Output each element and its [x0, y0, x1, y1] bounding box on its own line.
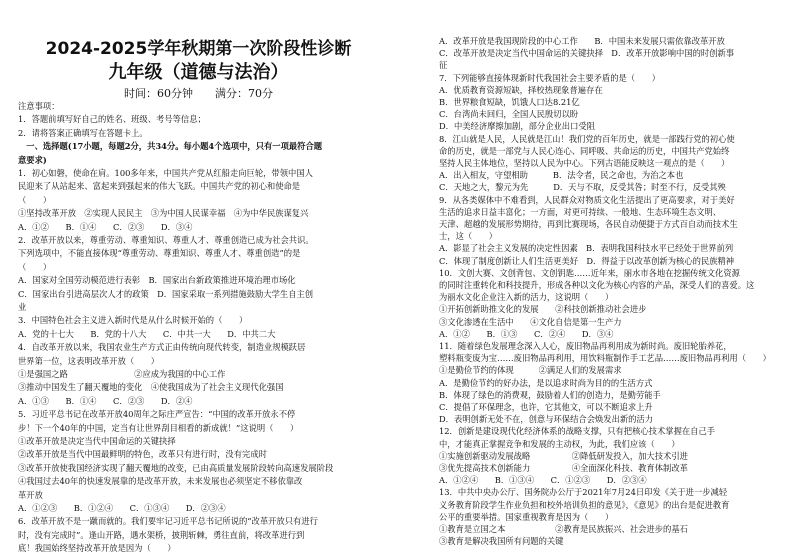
- text-line: 4．自改革开放以来，我国农业生产方式正由传统向现代转变，制造业规模跃居: [18, 342, 306, 353]
- text-line: ①是强国之路 ②应成为我国的中心工作: [18, 369, 226, 379]
- text-line: ①是勤俭节约的体现 ②满足人们的发展需求: [439, 365, 622, 376]
- text-line: 义务教育阶段学生作业负担和校外培训负担的意见》，《意见》的出台是促进教育: [439, 499, 730, 510]
- text-line: 的同时注重转化和科技提升，形成各种以文化为核心内容的产品，深受人们的喜爱。这: [439, 280, 755, 290]
- text-line: C．天地之大，黎元为先 D．天与不取，反受其咎；时至不行，反受其殃: [439, 182, 726, 193]
- text-line: A．①②④ B．①③④ C．①②③ D．②③④: [439, 475, 647, 486]
- text-line: A．①③ B．①④ C．②③ D．②④: [18, 395, 193, 406]
- text-line: 6．改革开放不是一蹴而就的。我们要牢记习近平总书记所说的“改革开放只有进行: [18, 516, 318, 527]
- text-line: 命的历史，就是一部党与人民心连心、同呼吸、共命运的历史，中国共产党始终: [439, 145, 730, 156]
- text-line: A．国家对全国劳动模范进行表彰 B．国家出台新政策推进环境治理市场化: [18, 275, 296, 286]
- text-line: B．世界粮食短缺，饥饿人口达8.21亿: [439, 97, 580, 107]
- text-line: A．①② B．①④ C．②③ D．③④: [18, 221, 193, 232]
- text-line: ③教育是解决我国所有问题的关键: [439, 536, 564, 547]
- exam-title: 2024-2025学年秋期第一次阶段性诊断: [45, 39, 352, 59]
- text-line: 10．文创大赛、文创背包、文创钥匙……近年来，丽水市各地在挖掘传统文化资源: [439, 267, 740, 278]
- text-line: ①坚持改革开放 ②实现人民民主 ③为中国人民谋幸福 ④为中华民族谋复兴: [18, 208, 309, 219]
- text-line: D．中美经济摩擦加剧，部分企业出口受阻: [439, 121, 595, 132]
- text-line: 1．初心如磐，使命在肩。100多年来，中国共产党从红船走向巨轮，带领中国人: [18, 168, 313, 178]
- text-line: 民迎来了从站起来、富起来到强起来的伟大飞跃。中国共产党的初心和使命是: [18, 181, 301, 192]
- text-line: C．国家出台引进高层次人才的政策 D．国家采取一系列措施鼓励大学生自主创: [18, 288, 314, 299]
- text-line: ①实施创新驱动发展战略 ②降低研发投入，加大技术引进: [439, 450, 688, 461]
- text-line: 1．答题前填写好自己的姓名、班级、考号等信息；: [18, 114, 206, 125]
- text-line: A．改革开放是我国现阶段的中心工作 B．中国未来发展只需依靠改革开放: [439, 36, 725, 46]
- text-line: 天津、超越的发展形势期待，再到比赛现场，各民自动便捷于方式百自动而技术生: [439, 219, 738, 229]
- text-line: 8．江山就是人民，人民就是江山！我们党的百年历史，就是一部践行党的初心使: [439, 133, 735, 144]
- text-line: ①教育是立国之本 ②教育是民族振兴、社会进步的基石: [439, 524, 688, 534]
- text-line: 生活的追求日益丰富化；一方面，对更可持续、一般地、生态环境生态文明、: [439, 206, 722, 217]
- text-line: 中，才能真正掌握竞争和发展的主动权，为此，我们应该（ ）: [439, 438, 680, 449]
- text-line: A．是勤俭节约的好办法，是以追求时尚为目的的生活方式: [439, 377, 653, 388]
- text-line: C．台湾尚未回归，全国人民殷切以盼: [439, 109, 579, 120]
- text-line: 革开放: [18, 489, 43, 500]
- text-line: 征: [439, 60, 448, 71]
- text-line: A．党的十七大 B．党的十八大 C．中共一大 D．中共二大: [18, 328, 276, 339]
- text-line: ③文化渗透在生活中 ④文化自信是第一生产力: [439, 316, 622, 327]
- text-line: ②改革开放是当代中国最鲜明的特色，改革只有进行时，没有完成时: [18, 449, 267, 460]
- text-line: 塑料瓶变废为宝……废旧物品再利用，用饮料瓶制作手工艺品……废旧物品再利用（ ）: [439, 353, 771, 364]
- text-line: （ ）: [18, 261, 52, 272]
- text-line: （ ）: [18, 194, 52, 205]
- exam-subject: 九年级（道德与法治）: [108, 62, 289, 83]
- text-line: 为丽水文化企业注入新的活力，这说明（ ）: [439, 292, 614, 303]
- text-line: D．表明创新无处不在，创意与环保结合会焕发出新的活力: [439, 414, 654, 425]
- text-line: A．出入相友，守望相助 B．法令者，民之命也，为治之本也: [439, 170, 684, 181]
- text-line: 5．习近平总书记在改革开放40周年之际庄严宣告：“中国的改革开放永不停: [18, 409, 296, 420]
- text-line: 3．中国特色社会主义进入新时代是从什么时候开始的（ ）: [18, 315, 248, 326]
- text-line: 公平的重要举措。国家重视教育是因为（ ）: [439, 511, 614, 522]
- text-line: C．体现了制度创新让人们生活更美好 D．得益于以改革创新为核心的民族精神: [439, 255, 735, 266]
- text-line: 坚持人民主体地位，坚持以人民为中心。下列古语能反映这一观点的是（ ）: [439, 158, 730, 168]
- text-line: 2．请将答案正确填写在答题卡上。: [18, 127, 148, 138]
- text-line: ③改革开放使我国经济实现了翻天覆地的改变，已由高质量发展阶段转向高速发展阶段: [18, 462, 334, 473]
- text-line: A．①②③ B．①②④ C．①③④ D．②③④: [18, 503, 226, 513]
- text-line: 步！下一个40年的中国，定当有让世界刮目相看的新成就！”这说明（ ）: [18, 422, 299, 433]
- text-line: C．提倡了环保理念，也许，它其他文，可以不断追求上升: [439, 402, 653, 412]
- text-line: ③优先提高技术创新能力 ④全面深化科技、教育体制改革: [439, 463, 688, 473]
- right-column: [397, 0, 794, 560]
- text-line: 一、选择题(17小题，每题2分，共34分。每小题4个选项中，只有一项最符合题: [18, 141, 323, 152]
- text-line: 12．创新是建设现代化经济体系的战略支撑，只有把核心技术掌握在自己手: [439, 426, 716, 437]
- text-line: 注意事项：: [18, 101, 60, 111]
- exam-time-info: 时间：60分钟 满分：70分: [124, 87, 273, 100]
- text-line: ①开拓创新助推文化的发展 ②科技创新推动社会进步: [439, 304, 647, 315]
- text-line: 士，这（ ）: [439, 231, 498, 242]
- text-line: 世界第一位，这表明改革开放（ ）: [18, 355, 160, 366]
- text-line: 底！我国始终坚持改革开放是因为（ ）: [18, 543, 176, 554]
- text-line: A．①② B．①③ C．②④ D．③④: [439, 328, 614, 339]
- text-line: B．体现了绿色的消费观，鼓励着人们的创造力，是勤劳能手: [439, 389, 661, 400]
- text-line: 13．中共中央办公厅、国务院办公厅于2021年7月24日印发《关于进一步减轻: [439, 487, 728, 498]
- text-line: A．优质教育资源短缺，择校热现象普遍存在: [439, 84, 603, 95]
- text-line: 下列选项中，不能直接体现“尊重劳动、尊重知识、尊重人才、尊重创造”的是: [18, 248, 301, 259]
- text-line: 2．改革开放以来，尊重劳动、尊重知识、尊重人才、尊重创造已成为社会共识。: [18, 235, 314, 245]
- text-line: A．影显了社会主义发展的决定性因素 B．表明我国科技水平已经处于世界前列: [439, 243, 734, 254]
- text-line: 9．从各类媒体中不难看到，人民群众对物质文化生活提出了更高要求，对于美好: [439, 194, 735, 205]
- text-line: C．改革开放是决定当代中国命运的关键抉择 D．改革开放影响中国的时创新事: [439, 48, 735, 59]
- text-line: ①改革开放是决定当代中国命运的关键抉择: [18, 436, 176, 446]
- text-line: 时，没有完成时”。逢山开路，遇水架桥，披荆斩棘，勇往直前，将改革进行到: [18, 529, 305, 540]
- text-line: ③推动中国发生了翻天覆地的变化 ④使我国成为了社会主义现代化强国: [18, 382, 284, 393]
- text-line: 7．下列能够直接体现新时代我国社会主要矛盾的是（ ）: [439, 72, 660, 83]
- text-line: 业: [18, 302, 27, 312]
- text-line: 意要求): [18, 154, 47, 165]
- text-line: ④我国过去40年的快速发展靠的是改革开放，未来发展也必须坚定不移依靠改: [18, 476, 303, 487]
- text-line: 11．随着绿色发展理念深入人心，废旧物品再利用成为新时尚。废旧轮胎养花，: [439, 341, 732, 351]
